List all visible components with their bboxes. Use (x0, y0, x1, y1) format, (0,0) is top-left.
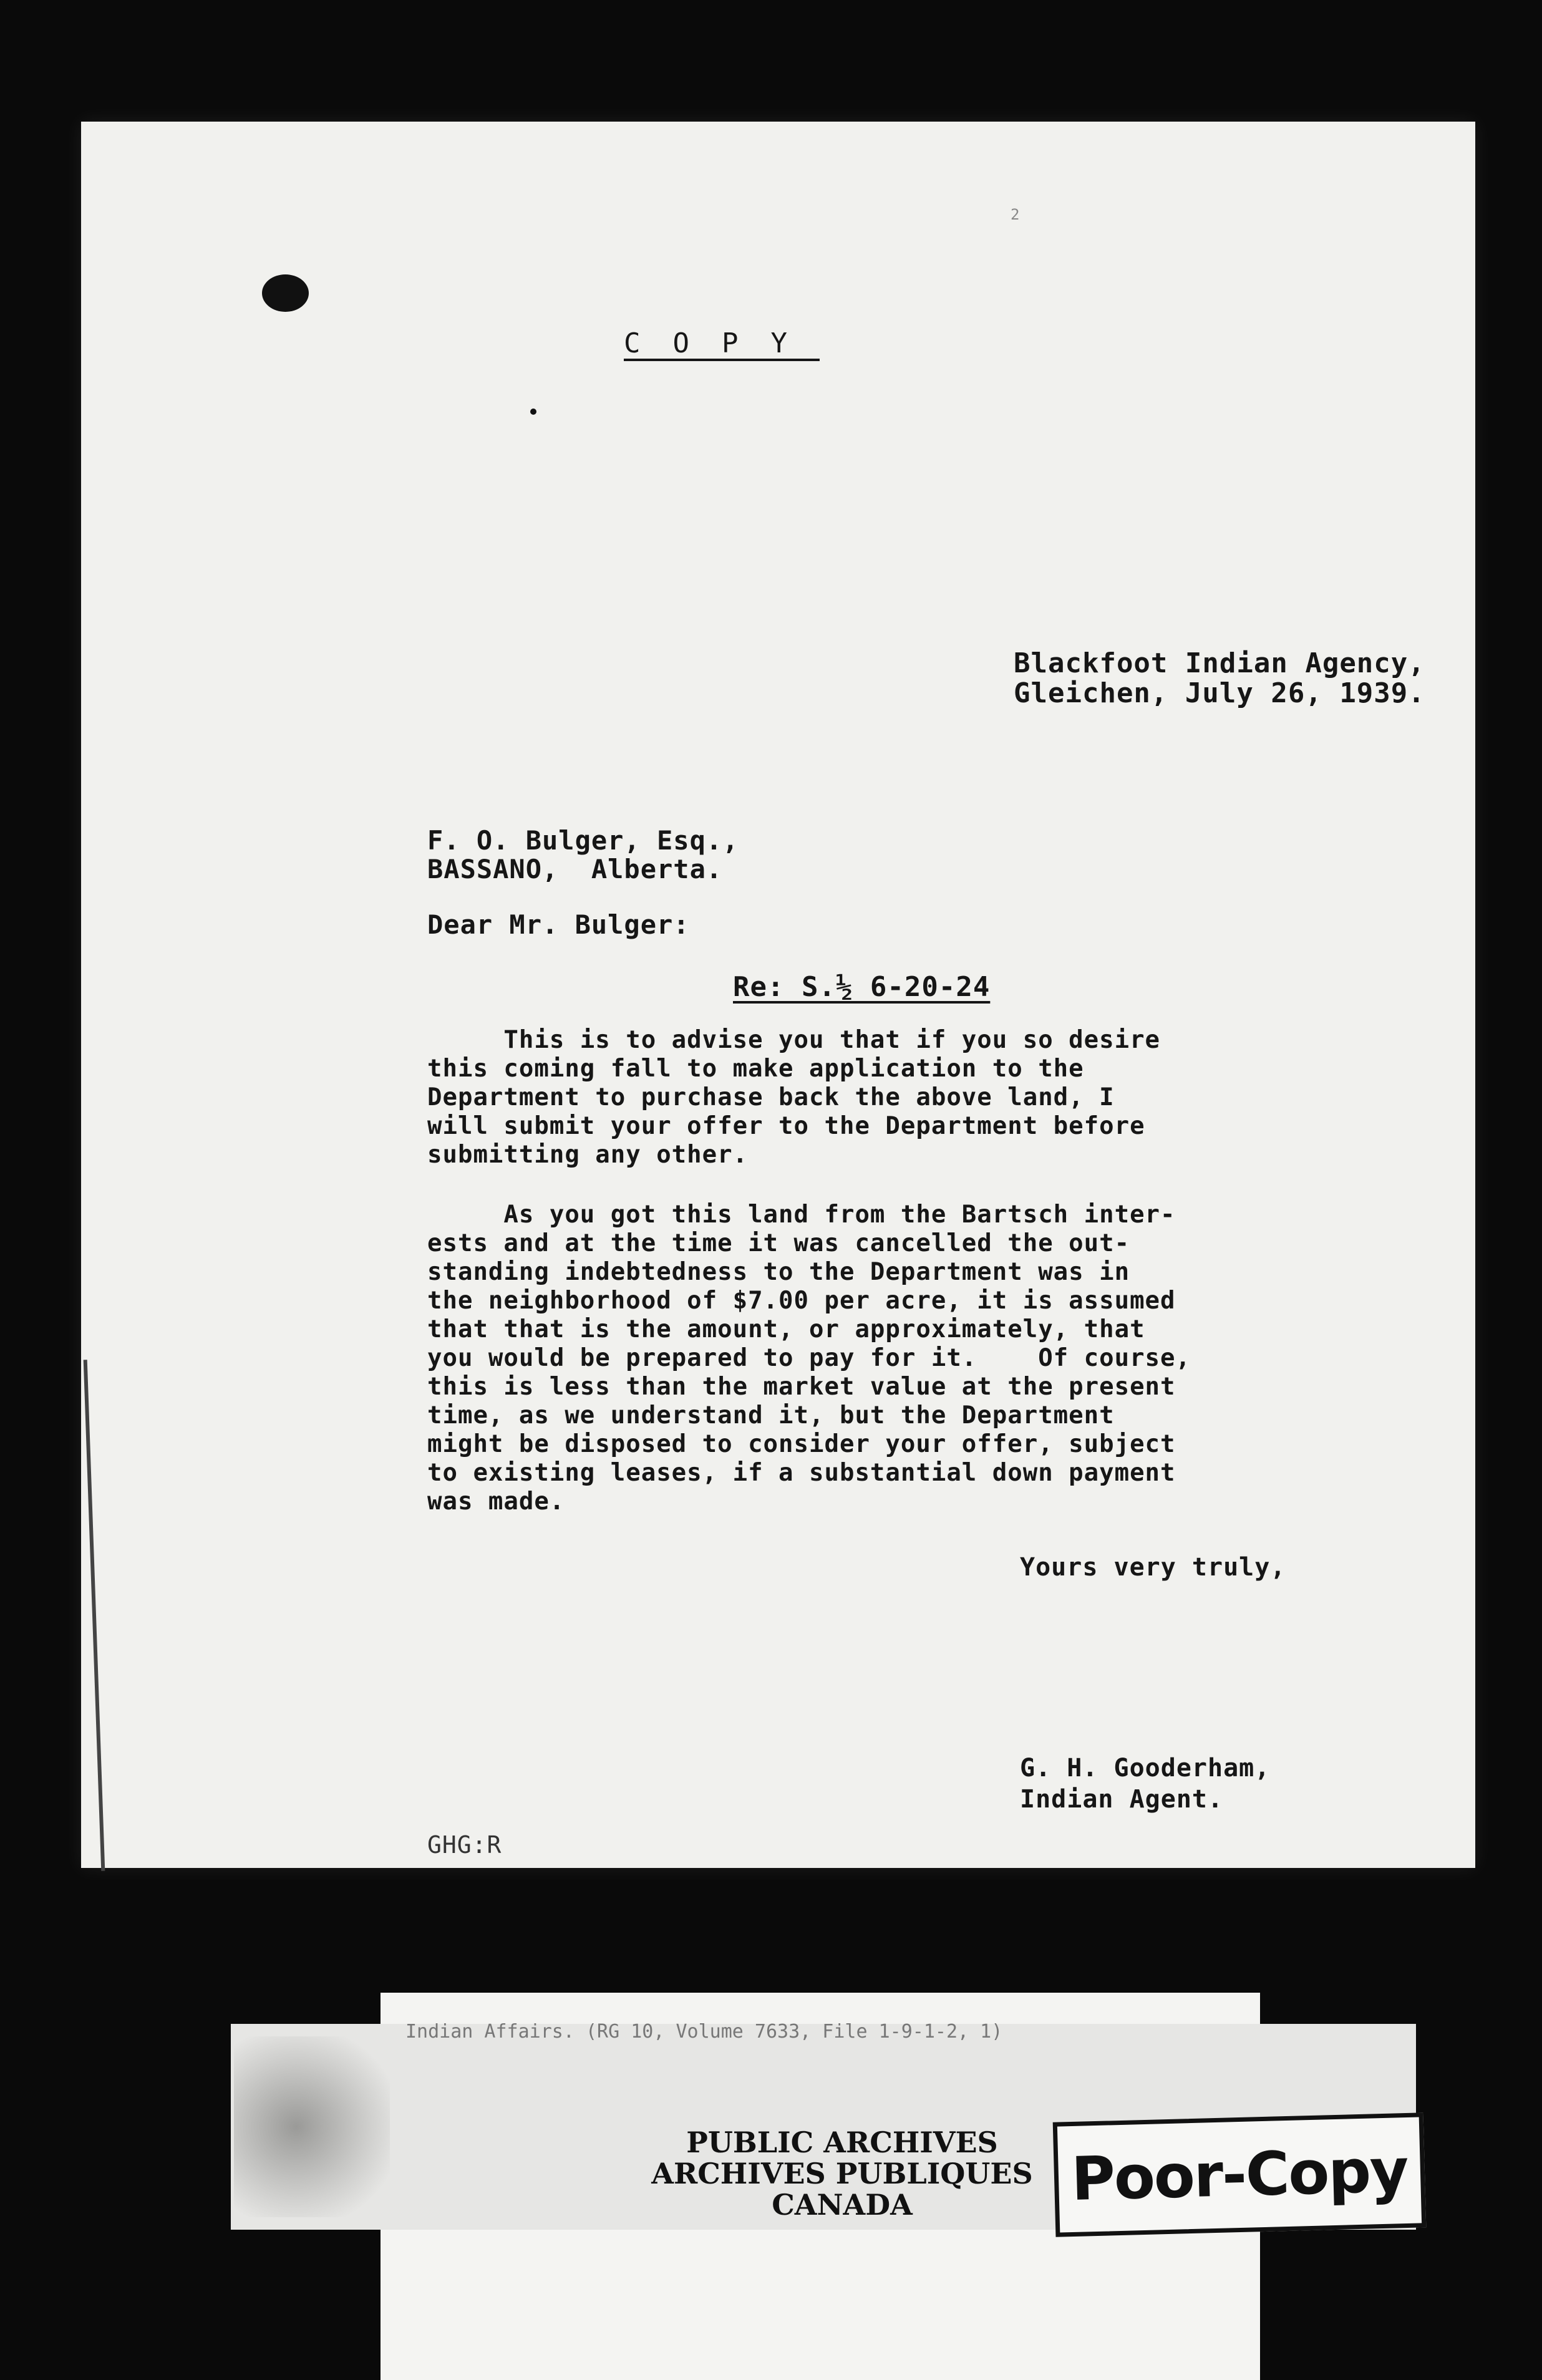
typist-initials: GHG:R (427, 1831, 502, 1859)
institution-french: ARCHIVES PUBLIQUES (651, 2157, 1033, 2190)
recipient-address (427, 826, 739, 884)
letter-sheet (81, 122, 1475, 1868)
speck (530, 409, 536, 415)
paragraph-2-line: was made. (427, 1488, 565, 1516)
ink-blot (262, 274, 309, 312)
paragraph-1-line: will submit your offer to the Department before (427, 1112, 1145, 1140)
poor-copy-stamp: Poor-Copy (1053, 2112, 1427, 2237)
paragraph-2-line: standing indebtedness to the Department was in (427, 1258, 1130, 1286)
salutation: Dear Mr. Bulger: (427, 909, 690, 940)
paragraph-2-line: that that is the amount, or approximately, that (427, 1315, 1145, 1343)
signature-block (1020, 1753, 1270, 1815)
institution-country: CANADA (772, 2188, 913, 2222)
paragraph-2-line: you would be prepared to pay for it. Of course, (427, 1344, 1191, 1372)
closing: Yours very truly, (1020, 1553, 1286, 1582)
paragraph-1-line: This is to advise you that if you so desire (427, 1026, 1161, 1054)
signature-title: Indian Agent. (1020, 1785, 1224, 1814)
reference-line: Re: S.½ 6-20-24 (733, 971, 991, 1003)
paragraph-2-line: the neighborhood of $7.00 per acre, it is assumed (427, 1287, 1176, 1315)
sender-address (1014, 649, 1425, 709)
paragraph-2-line: this is less than the market value at the present (427, 1373, 1176, 1401)
sender-address-line-1: Blackfoot Indian Agency, (1014, 647, 1425, 679)
sender-address-line-2: Gleichen, July 26, 1939. (1014, 677, 1425, 709)
paragraph-2-line: As you got this land from the Bartsch inter- (427, 1201, 1176, 1229)
recipient-line-1: F. O. Bulger, Esq., (427, 825, 739, 856)
copy-heading: COPY (624, 327, 820, 359)
page-mark: 2 (1011, 206, 1020, 223)
paragraph-1-line: Department to purchase back the above land, I (427, 1083, 1115, 1111)
paragraph-2-line: might be disposed to consider your offer, subject (427, 1430, 1176, 1458)
paragraph-1-line: this coming fall to make application to the (427, 1055, 1084, 1083)
institution-english: PUBLIC ARCHIVES (686, 2126, 998, 2159)
archive-reference-line: Indian Affairs. (RG 10, Volume 7633, File 1-9-1-2, 1) (405, 2021, 1003, 2043)
paragraph-1-line: submitting any other. (427, 1141, 749, 1169)
paragraph-2 (427, 1201, 1191, 1516)
signature-name: G. H. Gooderham, (1020, 1754, 1271, 1783)
label-smudge (234, 2036, 390, 2217)
paragraph-2-line: time, as we understand it, but the Department (427, 1401, 1115, 1429)
paragraph-2-line: to existing leases, if a substantial down payment (427, 1459, 1176, 1487)
paragraph-2-line: ests and at the time it was cancelled the out- (427, 1229, 1130, 1257)
paragraph-1 (427, 1026, 1160, 1169)
archives-logo-text (618, 2127, 1067, 2220)
recipient-line-2: BASSANO, Alberta. (427, 854, 723, 884)
